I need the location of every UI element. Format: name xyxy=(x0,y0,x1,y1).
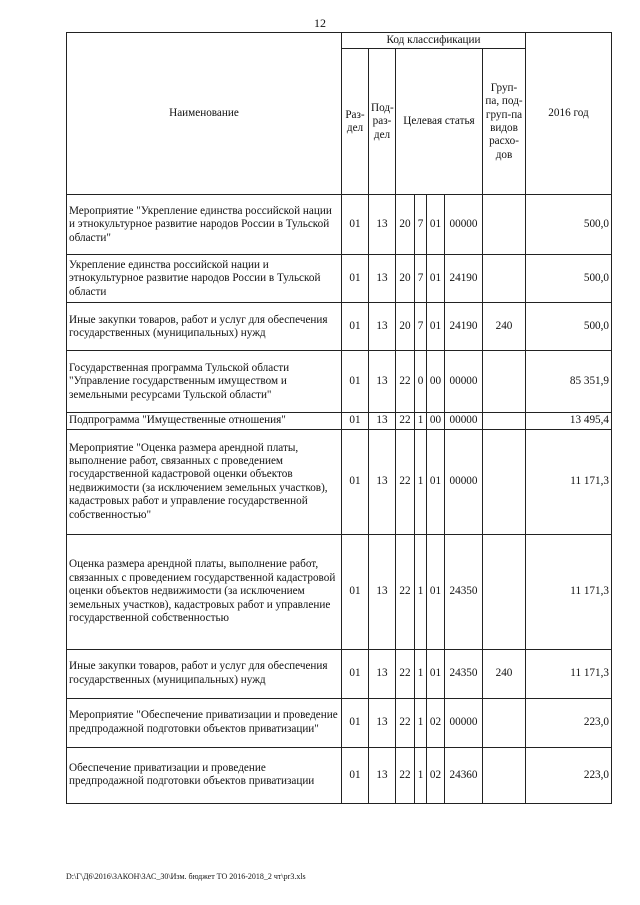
header-name: Наименование xyxy=(67,33,342,195)
row-target-program: 20 xyxy=(396,303,415,351)
row-expense-group xyxy=(483,351,526,413)
row-target-event: 02 xyxy=(427,698,445,747)
table-row xyxy=(67,649,612,698)
row-section: 01 xyxy=(342,698,369,747)
row-expense-group xyxy=(483,255,526,303)
row-section: 01 xyxy=(342,351,369,413)
table-row xyxy=(67,255,612,303)
budget-table xyxy=(66,32,612,804)
row-expense-group xyxy=(483,747,526,803)
row-amount: 11 171,3 xyxy=(526,534,612,649)
header-subsection: Под-раз-дел xyxy=(369,49,396,195)
row-target-event: 00 xyxy=(427,413,445,429)
row-expense-group xyxy=(483,195,526,255)
row-subsection: 13 xyxy=(369,195,396,255)
row-subsection: 13 xyxy=(369,351,396,413)
row-expense-group: 240 xyxy=(483,649,526,698)
header-classification-code: Код классификации xyxy=(342,33,526,49)
row-target-program: 22 xyxy=(396,698,415,747)
row-amount: 500,0 xyxy=(526,195,612,255)
row-section: 01 xyxy=(342,255,369,303)
row-subsection: 13 xyxy=(369,429,396,534)
row-target-direction: 24360 xyxy=(445,747,483,803)
row-target-event: 01 xyxy=(427,303,445,351)
row-section: 01 xyxy=(342,534,369,649)
row-target-event: 01 xyxy=(427,255,445,303)
row-target-event: 01 xyxy=(427,195,445,255)
table-row xyxy=(67,698,612,747)
header-section: Раз-дел xyxy=(342,49,369,195)
row-subsection: 13 xyxy=(369,303,396,351)
row-target-subprogram: 1 xyxy=(415,649,427,698)
row-amount: 500,0 xyxy=(526,255,612,303)
header-target-article: Целевая статья xyxy=(396,49,483,195)
row-target-program: 20 xyxy=(396,195,415,255)
row-name: Обеспечение приватизации и проведение предпродажной подготовки объектов приватизации xyxy=(67,747,342,803)
row-target-event: 01 xyxy=(427,649,445,698)
row-section: 01 xyxy=(342,195,369,255)
table-row xyxy=(67,303,612,351)
table-row xyxy=(67,534,612,649)
row-name: Иные закупки товаров, работ и услуг для обеспечения государственных (муниципальных) нужд xyxy=(67,303,342,351)
row-name: Государственная программа Тульской области "Управление государственным имуществом и земельными ресурсами Тульской области" xyxy=(67,351,342,413)
row-subsection: 13 xyxy=(369,534,396,649)
row-expense-group xyxy=(483,429,526,534)
row-target-event: 02 xyxy=(427,747,445,803)
row-target-program: 22 xyxy=(396,534,415,649)
row-target-subprogram: 0 xyxy=(415,351,427,413)
row-target-subprogram: 7 xyxy=(415,303,427,351)
row-target-event: 00 xyxy=(427,351,445,413)
row-target-subprogram: 7 xyxy=(415,255,427,303)
row-amount: 85 351,9 xyxy=(526,351,612,413)
row-amount: 223,0 xyxy=(526,698,612,747)
row-target-subprogram: 1 xyxy=(415,747,427,803)
row-name: Мероприятие "Обеспечение приватизации и проведение предпродажной подготовки объектов приватизации" xyxy=(67,698,342,747)
row-subsection: 13 xyxy=(369,747,396,803)
row-target-direction: 00000 xyxy=(445,413,483,429)
row-amount: 11 171,3 xyxy=(526,429,612,534)
row-section: 01 xyxy=(342,649,369,698)
row-subsection: 13 xyxy=(369,698,396,747)
row-target-event: 01 xyxy=(427,429,445,534)
row-target-program: 22 xyxy=(396,429,415,534)
row-target-direction: 24350 xyxy=(445,649,483,698)
row-target-program: 22 xyxy=(396,747,415,803)
row-name: Мероприятие "Укрепление единства российской нации и этнокультурное развитие народов России в Тульской области" xyxy=(67,195,342,255)
row-target-event: 01 xyxy=(427,534,445,649)
row-name: Подпрограмма "Имущественные отношения" xyxy=(67,413,342,429)
table-row xyxy=(67,413,612,429)
row-amount: 223,0 xyxy=(526,747,612,803)
row-target-subprogram: 1 xyxy=(415,429,427,534)
page-number: 12 xyxy=(314,16,326,30)
table-row xyxy=(67,747,612,803)
footer-file-path: D:\Г\Д6\2016\ЗАКОН\ЗАС_30\Изм. бюджет ТО 2016-2018_2 чт\pr3.xls xyxy=(66,872,306,881)
table-row xyxy=(67,351,612,413)
table-row xyxy=(67,195,612,255)
row-amount: 11 171,3 xyxy=(526,649,612,698)
row-target-direction: 00000 xyxy=(445,429,483,534)
row-expense-group xyxy=(483,534,526,649)
row-target-program: 22 xyxy=(396,649,415,698)
row-section: 01 xyxy=(342,429,369,534)
row-section: 01 xyxy=(342,413,369,429)
row-target-direction: 00000 xyxy=(445,698,483,747)
row-target-subprogram: 1 xyxy=(415,698,427,747)
row-target-direction: 00000 xyxy=(445,195,483,255)
row-expense-group: 240 xyxy=(483,303,526,351)
row-amount: 500,0 xyxy=(526,303,612,351)
row-expense-group xyxy=(483,413,526,429)
row-target-subprogram: 7 xyxy=(415,195,427,255)
row-subsection: 13 xyxy=(369,649,396,698)
row-name: Мероприятие "Оценка размера арендной платы, выполнение работ, связанных с проведением государственной кадастровой оценки объектов недвижимости (за исключением земельных участков), кадастровых работ и управление государственной собственностью" xyxy=(67,429,342,534)
header-expense-group: Груп-па, под-груп-па видов расхо-дов xyxy=(483,49,526,195)
row-target-direction: 24190 xyxy=(445,255,483,303)
header-year: 2016 год xyxy=(526,33,612,195)
row-expense-group xyxy=(483,698,526,747)
row-target-direction: 24190 xyxy=(445,303,483,351)
row-target-program: 20 xyxy=(396,255,415,303)
row-amount: 13 495,4 xyxy=(526,413,612,429)
table-row xyxy=(67,429,612,534)
row-target-program: 22 xyxy=(396,413,415,429)
row-section: 01 xyxy=(342,303,369,351)
row-target-program: 22 xyxy=(396,351,415,413)
row-target-subprogram: 1 xyxy=(415,413,427,429)
row-target-direction: 00000 xyxy=(445,351,483,413)
row-name: Укрепление единства российской нации и этнокультурное развитие народов России в Тульской области xyxy=(67,255,342,303)
row-name: Оценка размера арендной платы, выполнение работ, связанных с проведением государственной кадастровой оценки объектов недвижимости (за исключением земельных участков), кадастровых работ и управление государственной собственностью xyxy=(67,534,342,649)
row-subsection: 13 xyxy=(369,413,396,429)
row-target-subprogram: 1 xyxy=(415,534,427,649)
row-section: 01 xyxy=(342,747,369,803)
row-subsection: 13 xyxy=(369,255,396,303)
row-name: Иные закупки товаров, работ и услуг для обеспечения государственных (муниципальных) нужд xyxy=(67,649,342,698)
row-target-direction: 24350 xyxy=(445,534,483,649)
